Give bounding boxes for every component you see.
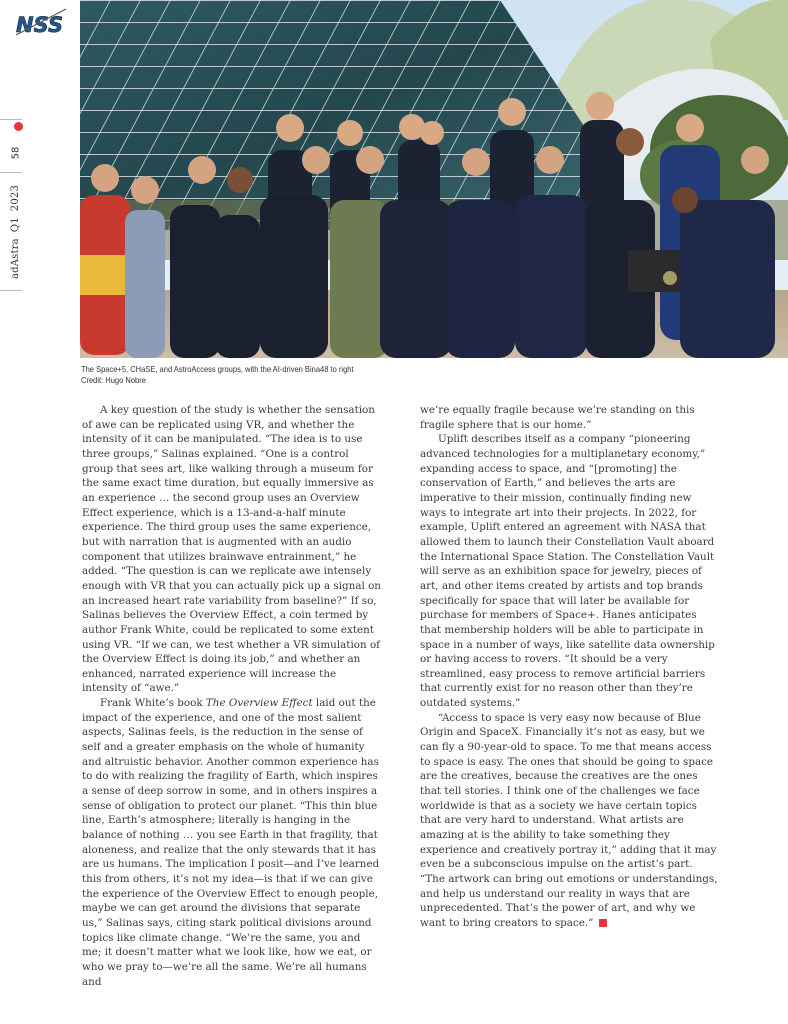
page-number-box xyxy=(9,140,23,166)
margin-rule-mid xyxy=(0,172,22,173)
paragraph-body: “Access to space is very easy now because of Blue Origin and SpaceX. Financially it’s not as easy, but we can fly a 90-year-old to space. To me that means access to space is easy. The ones that should be going to space are the creatives, because the creatives are the ones that tell stories. I think one of the challenges we face worldwide is that as a society we have certain topics that are very hard to understand. What artists are amazing at is the ability to take something they experience and creatively portray it,” adding that it may even be a subconscious impulse on the artist’s part. “The artwork can bring out emotions or understandings, and help us understand our reality in ways that are unprecedented. That’s the power of art, and why we want to bring creators to space.” xyxy=(420,711,718,929)
paragraph-lead: Frank White’s book xyxy=(100,697,206,710)
paragraph: we’re equally fragile because we’re standing on this fragile sphere that is our home.” xyxy=(420,404,695,431)
magazine-name: adAstra xyxy=(10,238,22,280)
nss-logo-text: NSS xyxy=(16,13,64,37)
book-title: The Overview Effect xyxy=(205,697,313,710)
page-number: 58 xyxy=(9,146,21,160)
issue-year: 2023 xyxy=(10,184,22,212)
margin-rule-top xyxy=(0,119,22,120)
person-green-jacket xyxy=(330,200,388,358)
article-column-right xyxy=(420,403,720,931)
paragraph-body: laid out the impact of the experience, and one of the most salient aspects, Salinas feels, is the reduction in the sense of self and a greater emphasis on the whole of humanity and altruistic behavior. Another common experience has to do with realizing the fragility of Earth, which inspires a sense of deep sorrow in some, and in others inspires a sense of obligation to protect our planet. “This thin blue line, Earth’s atmosphere; literally is hanging in the balance of nothing … you see Earth in that fragility, that aloneness, and realize that the only stewards that it has are us humans. The implication I posit—and I’ve learned this from others, it’s not my idea—is that if we can give the experience of the Overview Effect to enough people, maybe we can get around the divisions that separate us,” Salinas says, citing stark political divisions around topics like climate change. “We’re the same, you and me; it doesn’t matter what we look like, how we eat, or who we pray to—we’re all the same. We’re all humans and xyxy=(82,697,380,988)
photo-caption xyxy=(81,364,441,386)
end-of-article-mark xyxy=(599,919,607,927)
article-column-left xyxy=(82,403,382,989)
caption-text: The Space+5, CHaSE, and AstroAccess groups, with the AI-driven Bina48 to right xyxy=(81,364,354,374)
issue-label xyxy=(9,180,23,284)
issue-quarter: Q1 xyxy=(10,217,22,233)
nss-logo xyxy=(12,6,68,38)
paragraph-final xyxy=(420,711,720,931)
group-photo xyxy=(80,0,788,358)
margin-rule-bottom xyxy=(0,290,22,291)
issue-label-text xyxy=(10,185,22,279)
paragraph: Uplift describes itself as a company “pioneering advanced technologies for a multiplanetary economy,” expanding access to space, and “[promoting] the conservation of Earth,” and believes the arts are imperative to their mission, continually finding new ways to integrate art into their projects. In 2022, for example, Uplift entered an agreement with NASA that allowed them to launch their Constellation Vault aboard the International Space Station. The Constellation Vault will serve as an exhibition space for jewelry, pieces of art, and other items created by artists and top brands specifically for space that will later be available for purchase for members of Space+. Hanes anticipates that membership holders will be able to participate in space in a number of ways, like satellite data ownership or having access to rovers. “It should be a very streamlined, easy process to remove artificial barriers that currently exist for no reason other than they’re outdated systems.” xyxy=(420,433,715,710)
paragraph xyxy=(82,696,382,989)
paragraph: A key question of the study is whether the sensation of awe can be replicated using VR, and whether the intensity of it can be manipulated. “The idea is to use three groups,” Salinas explained. “One is a control group that sees art, like walking through a museum for the same exact time duration, but equally immersive as an experience … the second group uses an Overview Effect experience, which is a 13-and-a-half minute experience. The third group uses the same experience, but with narration that is augmented with an audio component that utilizes brainwave entrainment,” he added. “The question is can we replicate awe intensely enough with VR that you can actually pick up a signal on an increased heart rate variability from baseline?” If so, Salinas believes the Overview Effect, a coin termed by author Frank White, could be replicated to some extent using VR. “If we can, we test whether a VR simulation of the Overview Effect is doing its job,” and whether an enhanced, narrated experience will increase the intensity of “awe.” xyxy=(82,404,381,695)
caption-credit: Credit: Hugo Nobre xyxy=(81,375,146,385)
group-photo-illustration xyxy=(80,0,788,358)
red-dot-marker xyxy=(14,122,23,131)
